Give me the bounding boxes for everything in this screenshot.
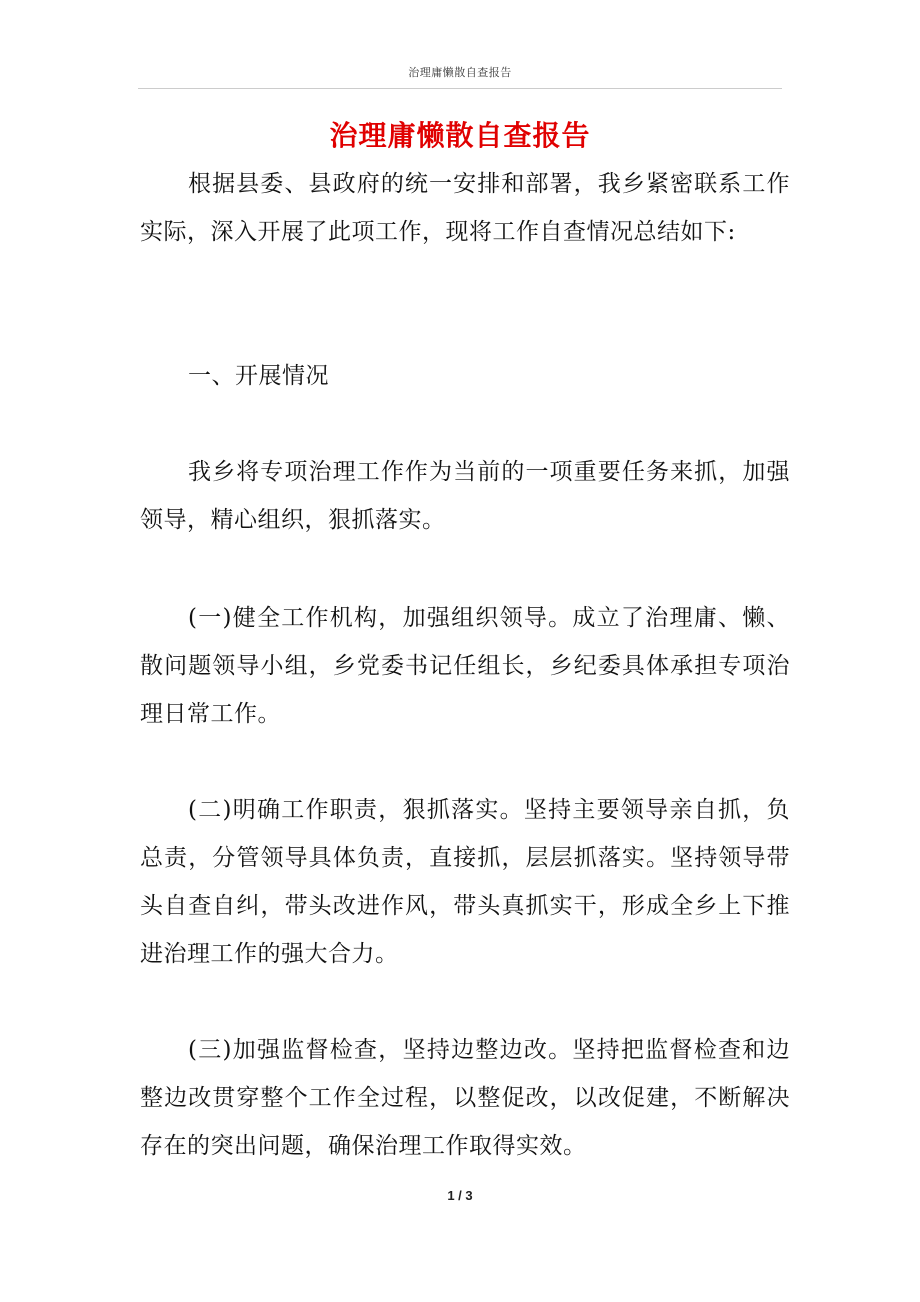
section-paragraph: 我乡将专项治理工作作为当前的一项重要任务来抓，加强领导，精心组织，狠抓落实。 — [140, 459, 790, 533]
header-divider — [138, 88, 782, 89]
section-heading: 一、开展情况 — [188, 363, 329, 389]
page-number: 1 / 3 — [447, 1188, 473, 1203]
list-item: (三)加强监督检查，坚持边整边改。坚持把监督检查和边整边改贯穿整个工作全过程，以整促改，以改促建，不断解决存在的突出问题，确保治理工作取得实效。 — [140, 1037, 790, 1159]
intro-paragraph: 根据县委、县政府的统一安排和部署，我乡紧密联系工作实际，深入开展了此项工作，现将工作自查情况总结如下: — [140, 171, 790, 245]
document-title: 治理庸懒散自查报告 — [329, 119, 591, 152]
running-header: 治理庸懒散自查报告 — [408, 66, 512, 79]
list-item: (一)健全工作机构，加强组织领导。成立了治理庸、懒、散问题领导小组，乡党委书记任组长，乡纪委具体承担专项治理日常工作。 — [140, 605, 790, 727]
list-item: (二)明确工作职责，狠抓落实。坚持主要领导亲自抓，负总责，分管领导具体负责，直接抓，层层抓落实。坚持领导带头自查自纠，带头改进作风，带头真抓实干，形成全乡上下推进治理工作的强大合力。 — [140, 797, 790, 967]
